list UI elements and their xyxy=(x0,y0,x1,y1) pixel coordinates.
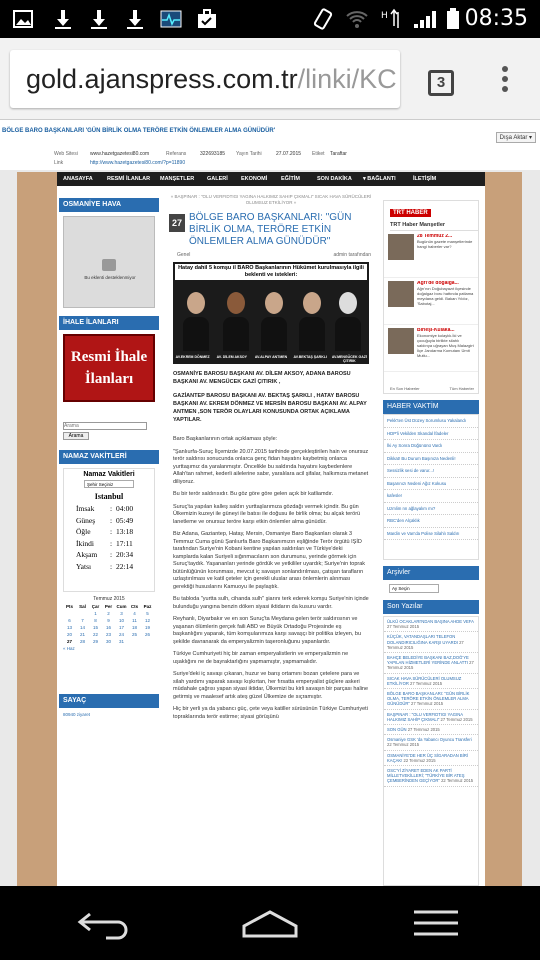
page-title: BÖLGE BARO BAŞKANLARI 'GÜN BİRLİK OLMA TERÖRE ETKİN ÖNLEMLER ALMA GÜNÜDÜR' xyxy=(2,128,276,134)
person-figure xyxy=(183,292,209,352)
son-yazi-item xyxy=(384,632,478,653)
nav-item[interactable]: ▾ BAĞLANTI xyxy=(363,176,396,182)
photo-name: AV.ALPAY ANTMEN xyxy=(254,355,288,359)
city-name: Istanbul xyxy=(94,492,124,501)
prayer-name: Akşam xyxy=(76,550,98,559)
photo-name: AV. DİLEM AKSOY xyxy=(216,355,247,359)
calendar-week xyxy=(63,632,155,637)
son-yazi-title[interactable]: Osmaniye GSK 'da Yabancı Oyuncu Transferi xyxy=(387,737,472,743)
url-host: gold.ajanspress.com.tr xyxy=(26,64,298,94)
haber-link[interactable]: Uzmlim nn ağlayalım mı? xyxy=(384,503,478,516)
trt-item-desc: Ekonomiye kolaylık.İki ve çocuğuyla birlikte silahlı saldırıya uğrayan Muş Malazgirt İlçe Jandarma Komutanı Ümit Mutlu... xyxy=(417,333,474,358)
son-yazi-title[interactable]: BÖLGE BARO BAŞKANLARI: "GÜN BİRLİK OLMA, TERÖRE ETKİN ÖNLEMLER ALMA GÜNÜDÜR" xyxy=(387,691,470,707)
article-title: BÖLGE BARO BAŞKANLARI: "GÜN BİRLİK OLMA, TERÖRE ETKİN ÖNLEMLER ALMA GÜNÜDÜR" xyxy=(189,212,352,247)
haber-link[interactable]: Pekk'ten Üst Düzey Sorumlusu Yakalandı xyxy=(384,415,478,428)
calendar-day[interactable]: 8 xyxy=(94,618,97,623)
son-yazi-item xyxy=(384,674,478,689)
prayer-time-row xyxy=(76,503,154,515)
son-yazi-date: 27 Temmuz 2015 xyxy=(387,624,420,630)
prayer-time: 05:49 xyxy=(116,515,134,525)
article xyxy=(169,194,373,726)
calendar-day[interactable]: 31 xyxy=(118,639,124,644)
article-photo xyxy=(173,262,369,364)
plugin-icon xyxy=(102,259,116,271)
lead-paragraph: OSMANİYE BAROSU BAŞKANI AV. DİLEM AKSOY, ADANA BAROSU BAŞKANI AV. MENGÜCEK GAZİ ÇITIRIK , xyxy=(173,371,351,385)
prayer-time: 13:18 xyxy=(116,527,134,536)
page-header xyxy=(0,120,540,148)
search-button[interactable]: Arama xyxy=(63,432,89,440)
person-figure xyxy=(261,292,287,352)
download-icon xyxy=(124,8,146,30)
son-yazi-title[interactable]: ÜLKÜ OCAKLARI'NDAN BAŞINA AHDE VEFA xyxy=(387,619,474,624)
calendar-weekday: Per xyxy=(104,604,113,609)
calendar-day[interactable]: 23 xyxy=(105,632,111,637)
meta-info xyxy=(0,148,540,170)
haber-link[interactable]: RBC'den Alçaklık xyxy=(384,515,478,528)
prayer-time-row xyxy=(76,515,154,527)
nav-item[interactable]: İLETİŞİM xyxy=(413,176,437,182)
son-yazi-title[interactable]: BAŞPINAR : "OLU VERFIDTIGI YAGINA HALKIMIZ SAHİP ÇIKMALI" xyxy=(387,711,463,722)
search-input[interactable] xyxy=(63,422,147,430)
son-yazi-item xyxy=(384,653,478,674)
namaz-heading: NAMAZ VAKİTLERİ xyxy=(59,450,159,464)
calendar-weekday: Cts xyxy=(130,604,139,609)
clock: 08:35 xyxy=(464,6,528,31)
haber-link[interactable]: İki Ay Sonra Düğününü Vardı xyxy=(384,440,478,453)
article-paragraph: "Şanlıurfa-Suruç İlçemizde 20.07.2015 tarihinde gerçekleştirilen hain ve onursuz terör saldırısı sonucunda onlarca genç fidan hayatını kaybetmiş onlarca yurttaşımız da yaralanmıştır. Öncelikle bu saldırıda hayatını kaybedenlere Allah'tan rahmet, kederli ailelerine sabır, yaralılara acil şifalar, halkımıza metanet diliyoruz. xyxy=(173,448,369,485)
meta-label: Referans xyxy=(166,151,187,157)
browser-toolbar xyxy=(0,38,540,120)
plugin-message: Bu eklenti desteklenmiyor xyxy=(84,275,136,280)
son-yazi-date: 27 Temmuz 2015 xyxy=(408,680,443,686)
meta-label: Yayın Tarihi xyxy=(236,151,262,157)
prayer-separator: : xyxy=(110,561,113,571)
article-paragraph: Hiç bir yerli ya da yabancı güç, çete veya katiller sürüsünün Türkiye Cumhuriyeti topraklarında terör estirme; siyasi görüşünü xyxy=(173,706,368,720)
calendar-day xyxy=(128,639,141,644)
meta-label: Etiket xyxy=(312,151,325,157)
calendar-day[interactable]: 6 xyxy=(68,618,71,623)
calendar-day xyxy=(141,639,154,644)
trt-thumbnail xyxy=(388,234,414,260)
calendar-day[interactable]: 26 xyxy=(144,632,150,637)
calendar-day[interactable]: 14 xyxy=(79,625,85,630)
nav-item[interactable]: SON DAKİKA xyxy=(317,176,352,182)
calendar-day[interactable]: 12 xyxy=(144,618,150,623)
site-frame xyxy=(17,172,522,886)
svg-text:H: H xyxy=(381,11,388,21)
namaz-heading-text: Namaz Vakitleri xyxy=(83,471,135,478)
calendar-day[interactable]: 27 xyxy=(66,639,72,644)
prayer-separator: : xyxy=(110,504,113,513)
home-icon[interactable] xyxy=(240,906,300,940)
ihale-heading: İHALE İLANLARI xyxy=(59,316,159,330)
calendar-day[interactable]: 28 xyxy=(79,639,85,644)
haber-link[interactable]: kafesler xyxy=(384,490,478,503)
prayer-separator: : xyxy=(110,515,113,525)
trt-footer-left[interactable]: En Son Haberler xyxy=(390,386,420,391)
calendar-weekday: Sal xyxy=(79,604,86,609)
trt-item[interactable] xyxy=(384,231,478,278)
hava-heading: OSMANİYE HAVA xyxy=(59,198,159,212)
trt-item-desc: Ağrı'nın Doğubayazıt ilçesinde doğalgaz boru hattında patlama meydana geldi. Bakan Yıldız, 'Sabotaj... xyxy=(417,286,474,306)
meta-label: Link xyxy=(54,160,64,166)
meta-tag: Taraftar xyxy=(330,151,347,157)
son-yazi-date: 22 Temmuz 2015 xyxy=(439,778,474,784)
trt-title: TRT Haber Manşetler xyxy=(390,222,478,231)
calendar-day[interactable]: 4 xyxy=(133,611,136,616)
calendar-weekday: Çar xyxy=(91,604,100,609)
son-yazi-date: 22 Temmuz 2015 xyxy=(402,757,436,763)
lead-paragraph: GAZİANTEP BAROSU BAŞKANI AV. BEKTAŞ ŞARKLI , HATAY BAROSU BAŞKANI AV. EKREM DÖNMEZ VE MERSİN BAROSU BAŞKANI AV. ALPAY ANTMEN ,SON TERÖR OLAYLARI KONUSUNDA ORTAK AÇIKLAMA YAPTILAR. xyxy=(173,393,367,423)
namaz-widget xyxy=(63,468,155,592)
calendar-day[interactable]: 5 xyxy=(146,611,149,616)
prayer-time-row xyxy=(76,549,154,561)
calendar-prev[interactable]: « Haz xyxy=(63,646,75,651)
visitor-counter: 80940 ziyaret xyxy=(63,712,91,717)
prayer-time: 22:14 xyxy=(116,561,134,571)
trt-item-desc: Bugünün gazete manşetlerinde hangi haberler var? xyxy=(417,239,473,249)
son-yazi-date: 27 Temmuz 2015 xyxy=(406,727,440,733)
calendar-day xyxy=(63,611,76,616)
nav-item[interactable]: MANŞETLER xyxy=(160,176,195,182)
trt-item-head[interactable]: 28 Temmuz 2... xyxy=(417,234,453,239)
meta-link[interactable]: http://www.hazetgazetesi80.com/?p=11890 xyxy=(90,160,186,166)
calendar-day[interactable]: 9 xyxy=(107,618,110,623)
trt-item-text xyxy=(417,234,474,274)
calendar-day[interactable]: 25 xyxy=(131,632,137,637)
son-yazi-item xyxy=(384,689,478,710)
article-header xyxy=(169,212,373,258)
trt-widget xyxy=(383,200,479,394)
calendar-weekday: Pts xyxy=(65,604,73,609)
article-paragraph: Türkiye Cumhuriyeti hiç bir zaman emperyalistlerin ve emperyalizmin ne uşaklığını ne de bayraktarlığını yapmamıştır, yapmamalıdır. xyxy=(173,651,349,665)
son-yazi-date: 22 Temmuz 2015 xyxy=(387,742,420,748)
trt-thumbnail xyxy=(388,281,414,307)
prayer-time-row xyxy=(76,526,154,538)
nav-item[interactable]: EĞİTİM xyxy=(281,176,300,182)
weather-widget xyxy=(63,216,155,308)
calendar-weekday: Cum xyxy=(116,604,127,609)
prayer-time: 20:34 xyxy=(116,550,134,559)
prayer-name: Öğle xyxy=(76,527,91,536)
trt-logo: TRT HABER xyxy=(390,209,431,217)
prayer-time: 04:00 xyxy=(116,504,134,513)
son-yazi-title[interactable]: SON GÜN xyxy=(387,727,407,733)
nav-item[interactable]: EKONOMİ xyxy=(241,176,268,182)
trt-item-text xyxy=(417,281,474,321)
son-yazi-date: 27 Temmuz 2015 xyxy=(387,660,474,671)
son-yazi-title[interactable]: SICAK HAVA SÜRÜCÜLERİ OLUMSUZ ETKİLİYOR xyxy=(387,675,462,686)
son-yazi-item xyxy=(384,751,478,766)
son-yazilar-list xyxy=(383,616,479,886)
prayer-name: Yatsı xyxy=(76,561,92,571)
trt-item[interactable] xyxy=(384,325,478,372)
overflow-menu-icon[interactable] xyxy=(498,66,512,100)
prayer-name: İmsak xyxy=(76,504,95,513)
battery-icon xyxy=(446,8,460,30)
city-select[interactable]: Şehir Seçiniz xyxy=(84,480,134,488)
article-paragraph: Bu tabloda "yurtta sulh, cihanda sulh" şiarını terk ederek komşu Suriye'nin içinde bulunduğu yangına benzin döken siyasi iktidarın da kusuru vardır. xyxy=(173,596,369,610)
haber-vaktim-list xyxy=(383,414,479,560)
data-transfer-icon xyxy=(380,8,402,30)
calendar-week xyxy=(63,625,155,630)
article-category[interactable]: Genel xyxy=(177,252,191,258)
calendar-week xyxy=(63,618,155,623)
ihale-banner-text: Resmi İhale İlanları xyxy=(70,349,148,387)
haber-vaktim-heading: HABER VAKTİM xyxy=(383,400,479,414)
photo-name: AV.MENGÜCEK GAZİ ÇITIRIK xyxy=(331,355,367,363)
trt-item-head[interactable]: Ağrı'de doğalga... xyxy=(417,281,459,286)
article-paragraph: Reyhanlı, Diyarbakır ve en son Suruç'ta Meydana gelen terör saldırısının ve yaşanan ölümlerin gerçek faili ABD ve Büyük Ortadoğu Projesinde eş başkanlığını yaparak, tüm komşularımıza karşı savaşçı bir politika izleyen, bu şekilde davranarak da emperyalizmin taşeronluğunu yapanlardır. xyxy=(173,616,361,645)
download-icon xyxy=(88,8,110,30)
sayac-heading: SAYAÇ xyxy=(59,694,159,708)
nav-item[interactable]: ANASAYFA xyxy=(63,176,93,182)
tabs-button[interactable]: 3 xyxy=(428,70,454,96)
son-yazi-item xyxy=(384,766,478,787)
prayer-separator: : xyxy=(110,550,113,559)
prayer-time-row xyxy=(76,561,154,573)
calendar-title: Temmuz 2015 xyxy=(93,596,125,602)
calendar-day xyxy=(76,611,89,616)
url-field[interactable] xyxy=(10,50,400,108)
breadcrumb[interactable]: « BAŞPINAR : "OLU VERFIDTIGI YAGINA HALKIMIZ SAHIP ÇIKMALI" SICAK HAVA SÜRÜCÜLERİ OLUMSUZ ETKİLİYOR » xyxy=(170,194,372,205)
status-bar xyxy=(0,0,540,38)
prayer-name: İkindi xyxy=(76,538,94,548)
person-figure xyxy=(223,292,249,352)
signal-icon xyxy=(412,8,440,30)
prayer-times xyxy=(64,503,154,572)
calendar-day[interactable]: 13 xyxy=(66,625,72,630)
calendar-weekday: Paz xyxy=(143,604,152,609)
briefcase-check-icon xyxy=(196,8,218,30)
article-paragraph: Baro Başkanlarının ortak açıklaması şöyle: xyxy=(173,436,278,442)
download-icon xyxy=(52,8,74,30)
son-yazilar-heading: Son Yazılar xyxy=(383,600,479,614)
trt-thumbnail xyxy=(388,328,414,354)
person-figure xyxy=(335,292,361,352)
system-nav-bar xyxy=(0,886,540,960)
date-badge: 27 xyxy=(169,214,185,232)
nav-item[interactable]: RESMİ İLANLAR xyxy=(107,176,151,182)
calendar-weekdays xyxy=(63,604,155,609)
haber-link[interactable]: Dikkat! Bu Durum Başınıza Nedenli! xyxy=(384,453,478,466)
article-body xyxy=(169,436,373,721)
calendar-day[interactable]: 24 xyxy=(118,632,124,637)
son-yazi-item xyxy=(384,735,478,750)
son-yazi-date: 27 Temmuz 2015 xyxy=(387,639,464,650)
son-yazi-date: 27 Temmuz 2015 xyxy=(439,716,473,722)
haber-link[interactable]: Sessizlik sesi de varur...! xyxy=(384,465,478,478)
calendar-day[interactable]: 7 xyxy=(81,618,84,623)
vibrate-icon xyxy=(312,8,334,30)
article-paragraph: Suruç'ta yapılan kalleş saldırı yurttaşlarımıza gözdağı vermek içindir. Bu gün Ülkemizin kuzeyi ile güneyi ile batısı ile doğusu ile birlik olma; bu alçak terörü lanetleme ve onursuz teröre karşı etkin önlemler alma günüdür. xyxy=(173,503,361,525)
wifi-icon xyxy=(346,8,368,30)
article-author: admin tarafından xyxy=(333,252,371,258)
calendar-day[interactable]: 20 xyxy=(66,632,72,637)
photo-caption: Hatay dahil 5 komşu il BARO Başkanlarının Hükümet kurulmasıyla ilgili beklenti ve istekleri: xyxy=(175,264,367,280)
calendar-day[interactable]: 3 xyxy=(120,611,123,616)
trt-item-head[interactable]: Birleşi-Kulaka... xyxy=(417,328,455,333)
calendar-week xyxy=(63,611,155,616)
son-yazi-title[interactable]: KÜÇÜK, VATANDAŞLARI TELEFON DOLANDIRICILIĞINA KARŞI UYARDI xyxy=(387,634,458,645)
meta-reference: 322693185 xyxy=(200,151,226,157)
calendar-day[interactable]: 30 xyxy=(105,639,111,644)
prayer-separator: : xyxy=(110,527,113,536)
calendar-day[interactable]: 18 xyxy=(131,625,137,630)
son-yazi-title[interactable]: BAHÇE BELEDİYE BAŞKANI BAZ,DOĞ'YE YAPILAN HİZMETLERİ YERİNDE ANLATTI xyxy=(387,655,469,666)
ihale-banner[interactable] xyxy=(63,334,155,402)
trt-item-text xyxy=(417,328,474,368)
meta-date: 27.07.2015 xyxy=(276,151,302,157)
photo-name: AV.BEKTAŞ ŞARKLI xyxy=(293,355,327,359)
son-yazi-item xyxy=(384,617,478,632)
recent-apps-icon[interactable] xyxy=(408,906,464,940)
calendar-day[interactable]: 2 xyxy=(107,611,110,616)
photo-names xyxy=(173,355,369,363)
calendar-day[interactable]: 22 xyxy=(92,632,98,637)
son-yazi-title[interactable]: OSC'Yİ ZİYARET EDEN AK PARTİ MİLLETVEKİLLERİ; "TÜRKİYE BİR ATEŞ ÇEMBERİNDEN GEÇİYOR" xyxy=(387,768,465,784)
calendar-day[interactable]: 17 xyxy=(118,625,124,630)
article-paragraph: Suriye'deki iç savaşı çıkaran, huzur ve barış ortamını bozan çetelere para ve silah yardımı yaparak savaşı kışkırtan, her fırsatta emperyalist güçlere askeri müdahale çağrısı yapan siyasi iktidar, Ülkemizi bu kirli savaşın bir parçası haline getirmiş ve maalesef artık ateş güzel Ülkemize de sıçramıştır. xyxy=(173,671,369,700)
meta-website: www.hazetgazetesi80.com xyxy=(90,151,150,157)
son-yazi-item xyxy=(384,710,478,725)
prayer-separator: : xyxy=(110,538,113,548)
arsivler-heading: Arşivler xyxy=(383,566,479,580)
article-paragraph: Bu bir terör saldırısıdır. Bu göz göre göre gelen açık bir katliamdır. xyxy=(173,491,334,497)
person-figure xyxy=(299,292,325,352)
photo-name: AV.EKREM DÖNMEZ xyxy=(175,355,210,359)
calendar-day[interactable]: 29 xyxy=(92,639,98,644)
trt-item[interactable] xyxy=(384,278,478,325)
activity-monitor-icon xyxy=(160,8,182,30)
haber-link[interactable]: Başarınızı Nedeni Ağız Kokusu xyxy=(384,478,478,491)
calendar-day[interactable]: 19 xyxy=(144,625,150,630)
url-path: /linki/KC xyxy=(297,64,397,94)
meta-label: Web Sitesi xyxy=(54,151,78,157)
calendar xyxy=(63,596,155,678)
back-icon[interactable] xyxy=(76,906,132,940)
site-content xyxy=(57,172,485,886)
calendar-day[interactable]: 21 xyxy=(79,632,85,637)
calendar-day[interactable]: 16 xyxy=(105,625,111,630)
web-page xyxy=(0,120,540,886)
calendar-day[interactable]: 15 xyxy=(92,625,98,630)
calendar-grid xyxy=(63,604,155,644)
main-nav xyxy=(57,172,485,186)
calendar-day[interactable]: 1 xyxy=(94,611,97,616)
haber-link[interactable]: HDP'li Vekilden Skandal İfadeler xyxy=(384,428,478,441)
calendar-day[interactable]: 10 xyxy=(118,618,124,623)
trt-list xyxy=(384,231,478,372)
prayer-time-row xyxy=(76,538,154,550)
prayer-time: 17:11 xyxy=(116,538,133,548)
archive-select[interactable]: Ay Seçin xyxy=(389,584,439,593)
calendar-day[interactable]: 11 xyxy=(132,618,137,623)
article-lead xyxy=(169,370,373,424)
son-yazi-date: 27 Temmuz 2015 xyxy=(409,701,444,707)
son-yazi-title[interactable]: OSMANİYE'DE HER ÜÇ SİGARADAN BİRİ KAÇAK! xyxy=(387,752,469,763)
calendar-week xyxy=(63,639,155,644)
nav-item[interactable]: GALERİ xyxy=(207,176,228,182)
son-yazi-item xyxy=(384,725,478,735)
haber-link[interactable]: Mardin ve Van'da Polise Silahlı Saldırı xyxy=(384,528,478,541)
trt-footer-right[interactable]: Tüm Haberler xyxy=(449,386,474,391)
article-paragraph: Biz Adana, Gaziantep, Hatay, Mersin, Osmaniye Baro Başkanları olarak 3 Temmuz Cuma günü Şanlıurfa Baro Başkanımızın eşliğinde Terör örgütü IŞİD tarafından Suriye'nin Kobani kentine yapılan saldırıları ve Türkiye'deki kamplarda kalan Suriyeli sığınmacıların son durumunu, yerinde görmek için Suruç'taydık. Yaşananları yerinde gördük ve yetkililer uyardık; Suriye'nin toprak bütünlüğünün korunması, mevcut iç savaşın sonlandırılması, çatışan tarafların uzlaştırılması ve katil çeteler için gerekli uluslar arası önlemlerin alınması gerektiği hususlarını Kamuoyu ile paylaştık. xyxy=(173,531,366,590)
prayer-name: Güneş xyxy=(76,515,96,525)
gallery-icon xyxy=(12,8,34,30)
share-button[interactable]: Dışa Aktar ▾ xyxy=(496,132,536,143)
